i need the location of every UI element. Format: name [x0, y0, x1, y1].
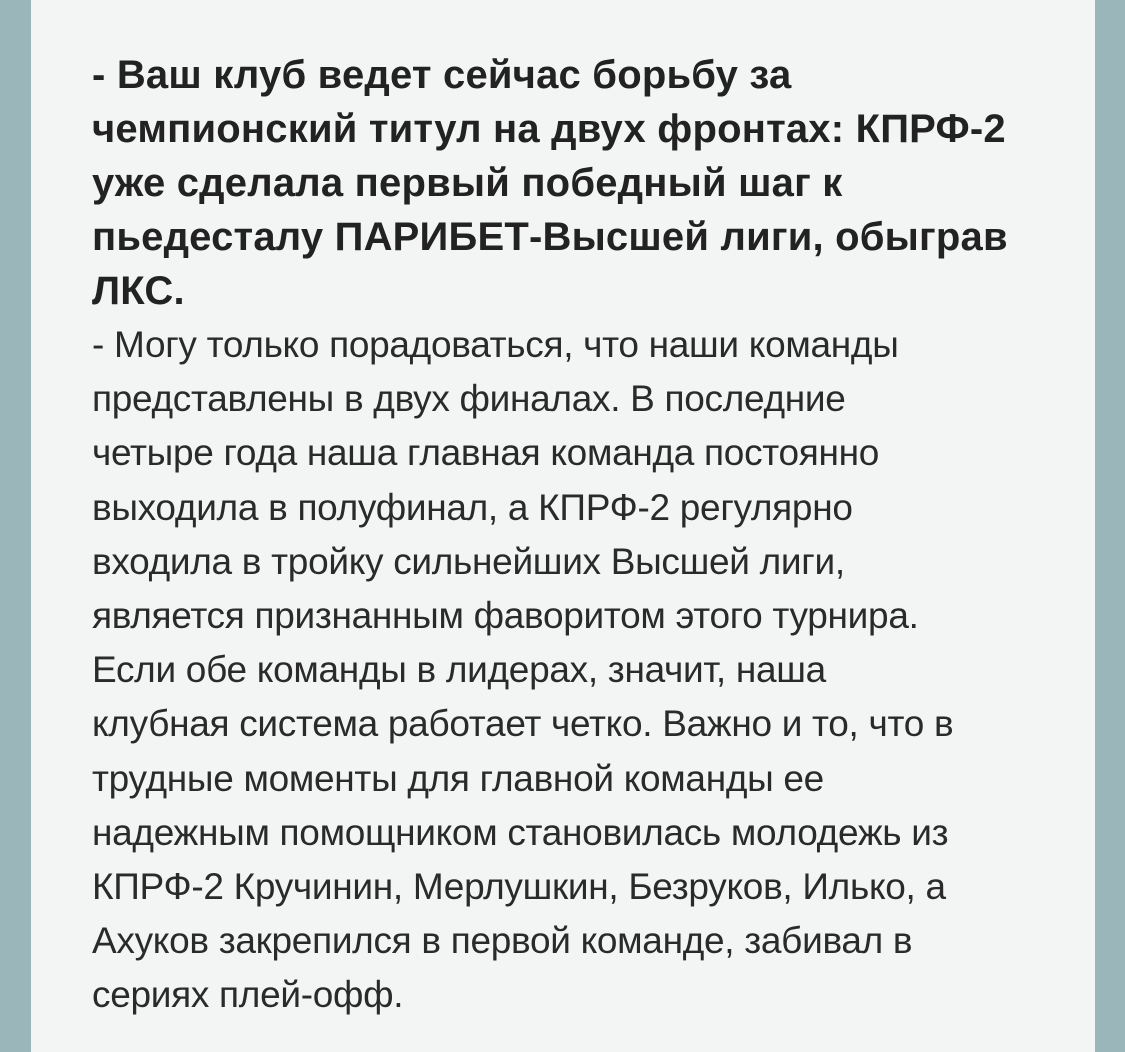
answer-line: Ахуков закрепился в первой команде, забивал в	[92, 920, 913, 962]
question-line: - Ваш клуб ведет сейчас борьбу за	[92, 53, 792, 97]
article-card	[31, 0, 1095, 1052]
answer-line: трудные моменты для главной команды ее	[92, 757, 824, 799]
answer-line: входила в тройку сильнейших Высшей лиги,	[92, 540, 845, 582]
answer-line: - Могу только порадоваться, что наши команды	[92, 324, 899, 365]
interview-answer	[92, 318, 1055, 1023]
answer-line: клубная система работает четко. Важно и то, что в	[92, 703, 954, 745]
question-line: пьедесталу ПАРИБЕТ-Высшей лиги, обыграв	[92, 215, 1008, 259]
interview-question	[92, 48, 1055, 318]
answer-line: четыре года наша главная команда постоянно	[92, 432, 880, 474]
question-line: чемпионский титул на двух фронтах: КПРФ-2	[92, 107, 1006, 151]
answer-line: сериях плей-офф.	[92, 974, 404, 1016]
question-line: ЛКС.	[92, 269, 185, 313]
answer-line: представлены в двух финалах. В последние	[92, 378, 846, 420]
answer-line: надежным помощником становилась молодежь из	[92, 811, 949, 853]
answer-line: Если обе команды в лидерах, значит, наша	[92, 649, 826, 691]
answer-line: выходила в полуфинал, а КПРФ-2 регулярно	[92, 486, 853, 528]
answer-line: КПРФ-2 Кручинин, Мерлушкин, Безруков, Илько, а	[92, 866, 946, 908]
answer-line: является признанным фаворитом этого турнира.	[92, 595, 919, 637]
question-line: уже сделала первый победный шаг к	[92, 161, 843, 205]
